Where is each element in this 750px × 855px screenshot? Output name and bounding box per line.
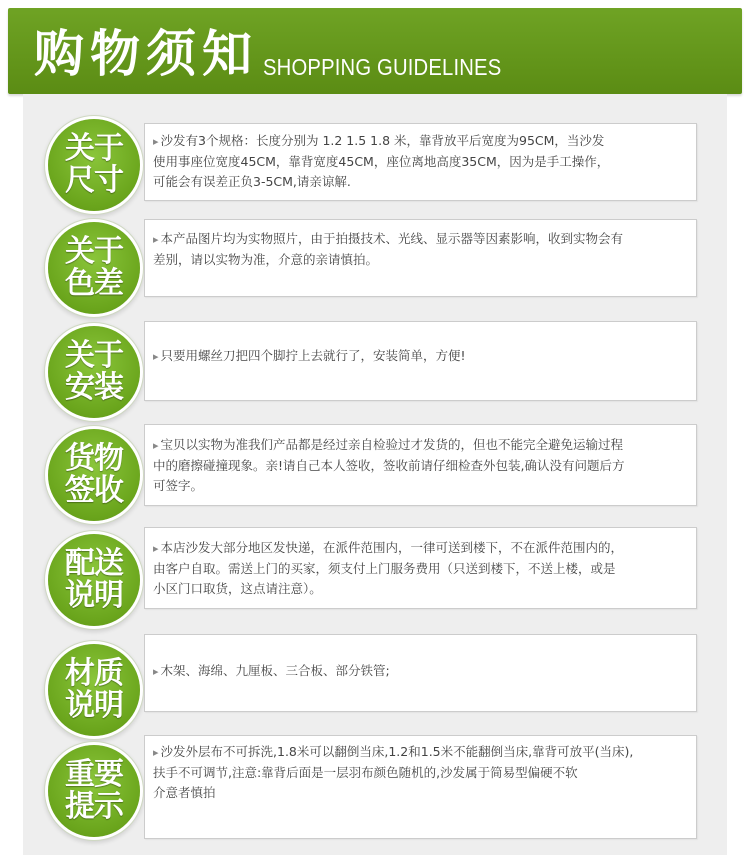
section-badge [48,745,140,837]
section-receipt [23,421,727,525]
section-badge [48,429,140,521]
guidelines-panel [23,94,727,855]
banner-title-en: SHOPPING GUIDELINES [263,54,502,80]
badge-line: 提示 [65,789,123,824]
badge-line: 材质 [65,656,123,691]
badge-line: 配送 [65,546,123,581]
badge-line: 安装 [65,370,123,405]
section-text-box [144,634,697,712]
section-badge [48,222,140,314]
badge-line: 关于 [65,234,123,269]
badge-line: 关于 [65,131,123,166]
section-text-box [144,735,697,839]
banner-title-cn: 购物须知 [34,24,258,83]
section-text: ▸ 宝贝以实物为准我们产品都是经过亲自检验过才发货的，但也不能完全避免运输过程 中的磨擦碰撞现象。亲!请自己本人签收，签收前请仔细检查外包装,确认没有问题后方 可签字。 [153,435,688,496]
section-text: ▸ 只要用螺丝刀把四个脚拧上去就行了，安装简单，方便! [153,346,688,367]
badge-line: 签收 [65,473,123,508]
section-badge [48,644,140,736]
section-important-notice [23,735,727,850]
badge-line: 尺寸 [65,163,123,198]
section-badge [48,119,140,211]
section-text: ▸ 沙发有3个规格：长度分别为 1.2 1.5 1.8 米，靠背放平后宽度为95CM，当沙发 使用事座位宽度45CM，靠背宽度45CM，座位离地高度35CM，因为是手工操作， 可能会有误差正负3-5CM,请亲谅解. [153,131,688,192]
badge-line: 说明 [65,578,123,613]
section-text: ▸ 本店沙发大部分地区发快递，在派件范围内，一律可送到楼下，不在派件范围内的， 由客户自取。需送上门的买家，须支付上门服务费用（只送到楼下，不送上楼，或是 小区门口取货，这点请注意）。 [153,538,688,599]
section-text-box [144,424,697,506]
section-installation [23,318,727,422]
header-banner [8,8,742,94]
section-text-box [144,123,697,201]
section-text: ▸ 木架、海绵、九厘板、三合板、部分铁管; [153,661,688,682]
badge-line: 重要 [65,757,123,792]
section-color-difference [23,216,727,320]
badge-line: 说明 [65,688,123,723]
section-delivery [23,525,727,629]
section-text-box [144,527,697,609]
section-text: ▸ 本产品图片均为实物照片，由于拍摄技术、光线、显示器等因素影响，收到实物会有 差别，请以实物为准，介意的亲请慎拍。 [153,229,688,270]
section-text-box [144,321,697,401]
section-text-box [144,219,697,297]
badge-line: 色差 [65,266,123,301]
section-size [23,113,727,217]
section-material [23,632,727,736]
section-text: ▸ 沙发外层布不可拆洗,1.8米可以翻倒当床,1.2和1.5米不能翻倒当床,靠背可放平(当床), 扶手不可调节,注意:靠背后面是一层羽布颜色随机的,沙发属于简易型偏硬不软 介意者慎拍 [153,742,688,803]
badge-line: 货物 [65,441,123,476]
section-badge [48,534,140,626]
badge-line: 关于 [65,338,123,373]
section-badge [48,326,140,418]
